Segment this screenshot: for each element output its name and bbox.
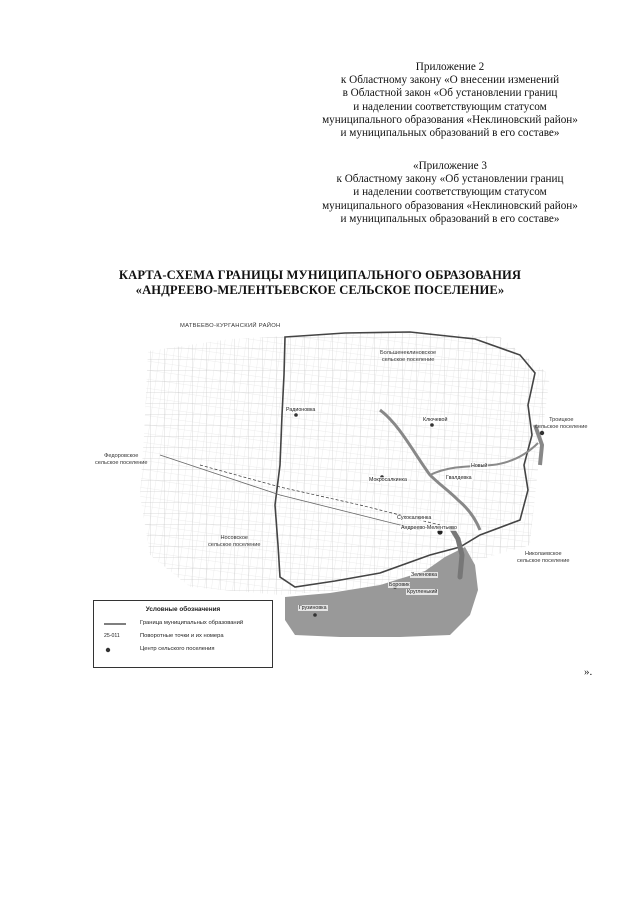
legend-item-label: Поворотные точки и их номера — [140, 633, 224, 639]
appendix-2-line: в Областной закон «Об установлении границ — [342, 87, 558, 100]
neighbor-label-line: сельское поселение — [517, 557, 570, 564]
border-line-icon — [104, 620, 126, 628]
map-title — [0, 268, 640, 298]
settlement-label: Сухосалкинка — [397, 515, 432, 521]
appendix-3-header: «Приложение 3 — [412, 160, 488, 172]
neighbor-label-line: Большенеклиновское — [380, 350, 437, 356]
map-field-grid — [140, 331, 550, 595]
settlement-label: Зеленовка — [411, 572, 438, 578]
neighbor-label-line: Федоровское — [104, 453, 139, 459]
settlement-label: Андреево-Мелентьево — [401, 525, 457, 531]
neighbor-label-line: Николаевское — [524, 551, 562, 557]
turning-point-number: 25-011 — [104, 633, 120, 639]
appendix-3-line: и муниципальных образований в его составе» — [340, 212, 560, 225]
appendix-2-line: к Областному закону «О внесении изменений — [340, 74, 560, 87]
appendix-2-line: и муниципальных образований в его составе» — [340, 127, 560, 140]
appendix-3-block — [250, 160, 640, 226]
settlement-center-dot — [313, 613, 317, 617]
closing-quote: ». — [584, 666, 593, 678]
settlement-label: Ключевой — [423, 417, 448, 423]
settlement-label: Грузиновка — [299, 605, 327, 611]
settlement-center-dot — [540, 431, 544, 435]
appendix-3-line: и наделении соответствующим статусом — [353, 186, 547, 199]
center-dot-icon — [104, 646, 126, 654]
map-title-line-1: КАРТА-СХЕМА ГРАНИЦЫ МУНИЦИПАЛЬНОГО ОБРАЗОВАНИЯ — [118, 268, 522, 282]
appendix-3-line: к Областному закону «Об установлении границ — [336, 173, 564, 186]
neighbor-label-west — [95, 453, 148, 466]
legend-item-center — [104, 646, 266, 654]
legend-title: Условные обозначения — [145, 606, 221, 613]
neighbor-label-line: Носовское — [220, 535, 249, 541]
legend-item-label: Граница муниципальных образований — [140, 620, 244, 626]
neighbor-label-line: сельское поселение — [535, 423, 588, 430]
appendix-3-line: муниципального образования «Неклиновский район» — [322, 199, 578, 212]
settlement-label: Боровик — [389, 582, 410, 588]
map-legend — [93, 600, 273, 668]
settlement-label: Гвалдевка — [446, 475, 472, 481]
neighbor-label-southwest — [208, 535, 261, 548]
legend-item-label: Центр сельского поселения — [140, 646, 215, 652]
settlement-label: Кругленький — [407, 589, 438, 595]
appendix-2-line: муниципального образования «Неклиновский район» — [322, 113, 578, 126]
legend-item-points — [104, 633, 266, 641]
neighbor-label-line: сельское поселение — [381, 356, 435, 363]
settlement-label: Радионовка — [286, 407, 316, 413]
settlement-label: Мокросалкинка — [369, 477, 407, 483]
neighbor-label-northeast — [380, 350, 436, 363]
appendix-2-line: и наделении соответствующим статусом — [353, 100, 547, 113]
appendix-2-header: Приложение 2 — [415, 61, 485, 73]
appendix-2-block — [250, 61, 640, 140]
neighbor-label-line: сельское поселение — [95, 459, 148, 466]
settlement-center-dot — [294, 413, 298, 417]
neighbor-label-line: Троицкое — [549, 417, 574, 423]
neighbor-label-north: МАТВЕЕВО-КУРГАНСКИЙ РАЙОН — [180, 323, 281, 329]
neighbor-label-east — [535, 417, 588, 430]
neighbor-label-line: сельское поселение — [208, 541, 261, 548]
neighbor-label-southeast — [517, 551, 570, 564]
legend-item-border — [104, 620, 266, 628]
settlement-center-dot — [430, 423, 434, 427]
settlement-label: Новый — [471, 463, 488, 469]
map-title-line-2: «АНДРЕЕВО-МЕЛЕНТЬЕВСКОЕ СЕЛЬСКОЕ ПОСЕЛЕНИЕ» — [135, 283, 505, 297]
